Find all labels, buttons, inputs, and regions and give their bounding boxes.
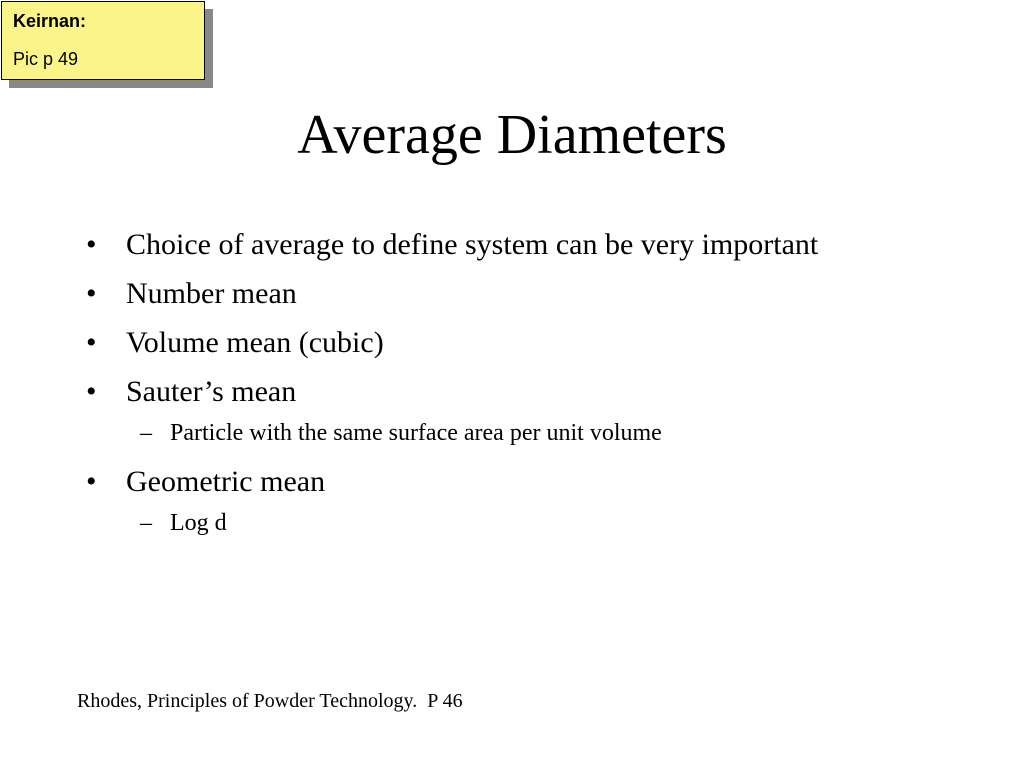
bullet-text: Volume mean (cubic): [126, 326, 384, 359]
comment-note[interactable]: [1, 1, 205, 80]
slide-title: Average Diameters: [297, 104, 727, 166]
bullet-marker: •: [86, 326, 97, 359]
sub-bullet-text: Particle with the same surface area per unit volume: [170, 420, 662, 446]
bullet-text: Choice of average to define system can be very important: [126, 228, 819, 261]
bullet-text: Sauter’s mean: [126, 375, 297, 408]
bullet-item: [86, 465, 1006, 499]
sub-bullet-item: [86, 419, 1006, 447]
comment-author: Keirnan:: [13, 11, 87, 31]
bullet-item: [86, 277, 1006, 311]
bullet-marker: •: [86, 228, 97, 261]
bullet-item: [86, 375, 1006, 409]
bullet-marker: •: [86, 375, 97, 408]
comment-text: Pic p 49: [13, 49, 79, 69]
bullet-marker: •: [86, 465, 97, 498]
bullet-item: [86, 228, 1006, 262]
source-citation: Rhodes, Principles of Powder Technology. P 46: [77, 690, 463, 712]
sub-bullet-marker: –: [140, 420, 152, 446]
sub-bullet-marker: –: [140, 510, 152, 536]
bullet-text: Geometric mean: [126, 465, 326, 498]
bullet-marker: •: [86, 277, 97, 310]
bullet-item: [86, 326, 1006, 360]
sub-bullet-item: [86, 509, 1006, 537]
bullet-list: [86, 228, 1006, 555]
bullet-text: Number mean: [126, 277, 297, 310]
sub-bullet-text: Log d: [170, 510, 227, 536]
